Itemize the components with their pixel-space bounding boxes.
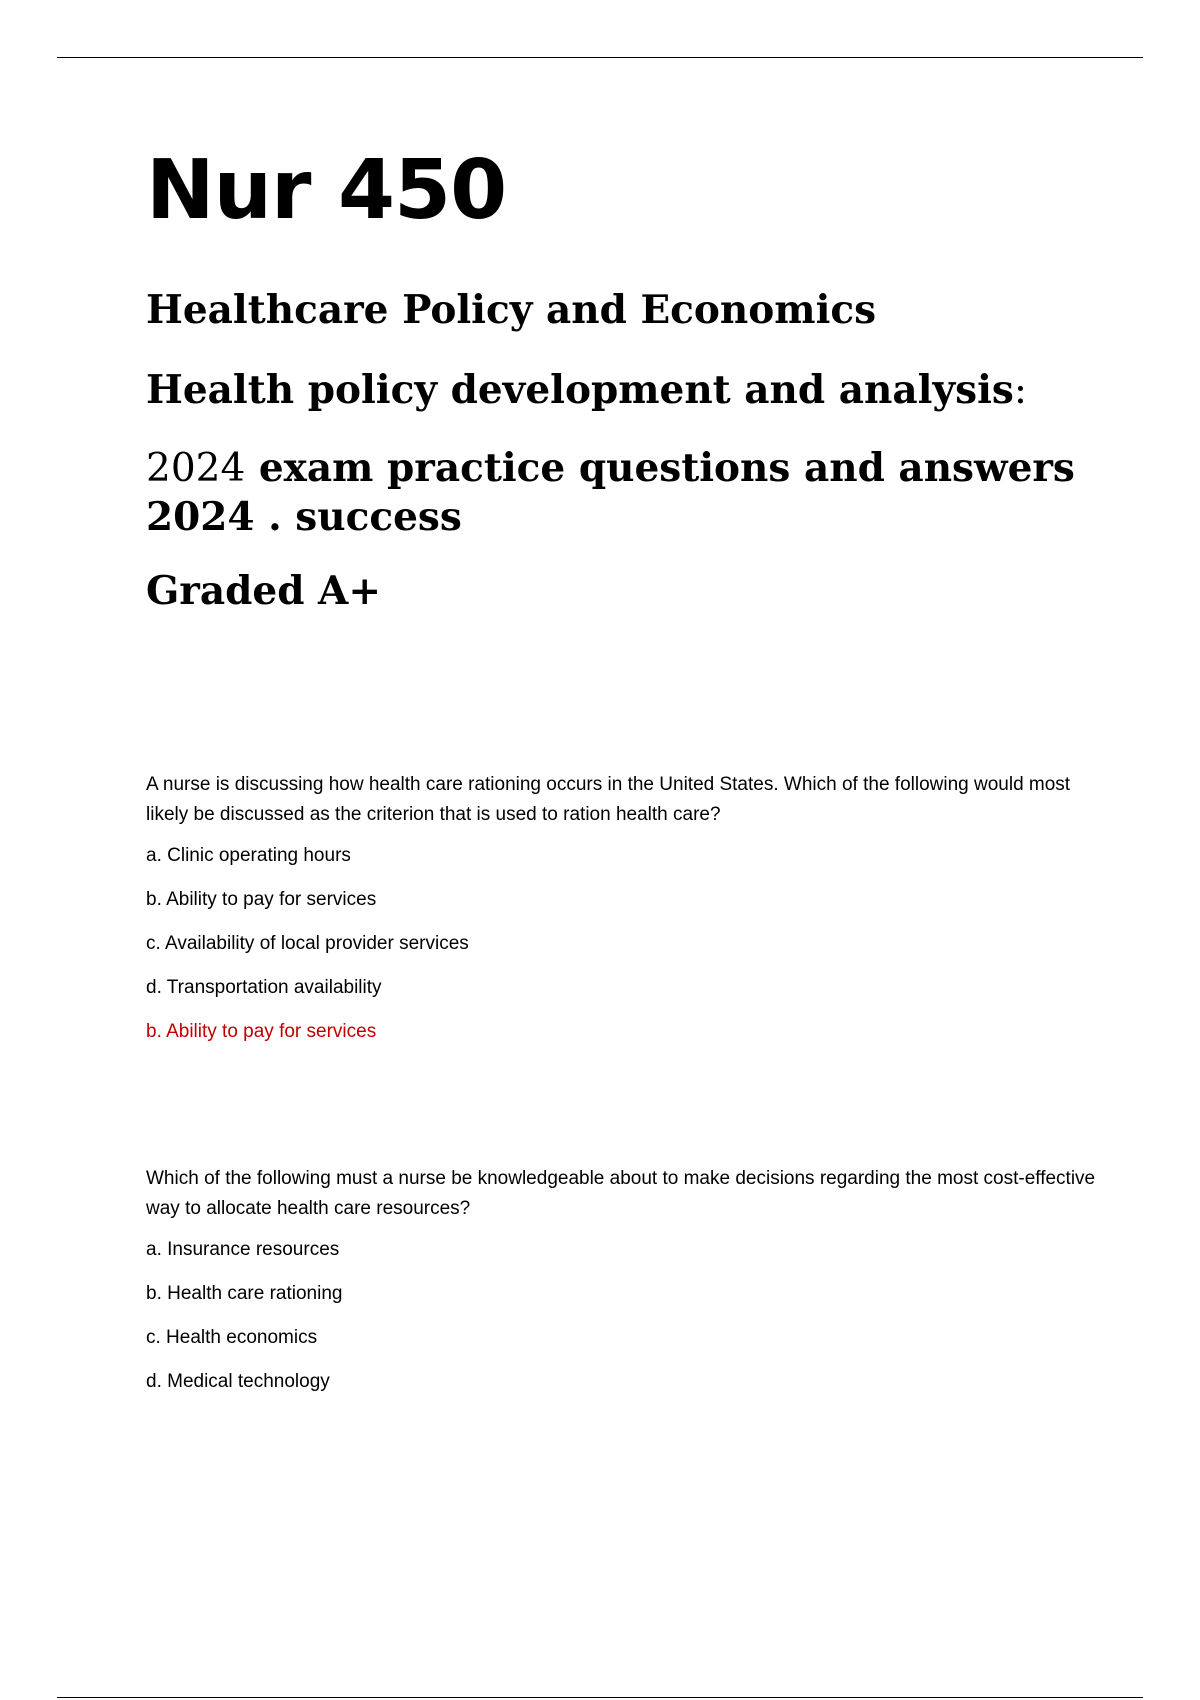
subtitle-year: 2024 [146, 445, 246, 491]
question-block-2 [146, 1164, 1106, 1394]
bottom-rule [57, 1697, 1143, 1698]
option-a: a. Clinic operating hours [146, 844, 351, 866]
subtitle-graded: Graded A+ [146, 568, 381, 614]
subtitle-policy-development-text: Health policy development and analysis [146, 366, 1014, 413]
subtitle-exam-practice-text: exam practice questions and answers 2024 . success [146, 444, 1075, 541]
option-c: c. Health economics [146, 1326, 318, 1348]
subtitle-colon: : [1013, 367, 1027, 413]
question-block-1 [146, 770, 1106, 1044]
option-c: c. Availability of local provider services [146, 932, 469, 954]
top-rule [57, 57, 1143, 58]
subtitle-policy-development [146, 366, 1106, 416]
question-text: Which of the following must a nurse be knowledgeable about to make decisions regarding the most cost-effective way to allocate health care resources? [146, 1167, 1096, 1219]
option-b: b. Ability to pay for services [146, 888, 377, 910]
option-a: a. Insurance resources [146, 1238, 340, 1260]
question-text: A nurse is discussing how health care rationing occurs in the United States. Which of the following would most likely be discussed as the criterion that is used to ration health care? [146, 773, 1071, 825]
course-title: Nur 450 [146, 143, 507, 238]
option-d: d. Medical technology [146, 1370, 330, 1392]
subtitle-policy-economics: Healthcare Policy and Economics [146, 287, 877, 333]
option-d: d. Transportation availability [146, 976, 382, 998]
subtitle-exam-practice [146, 444, 1106, 543]
answer-text: b. Ability to pay for services [146, 1020, 377, 1042]
option-b: b. Health care rationing [146, 1282, 343, 1304]
page-content [146, 143, 1106, 1394]
